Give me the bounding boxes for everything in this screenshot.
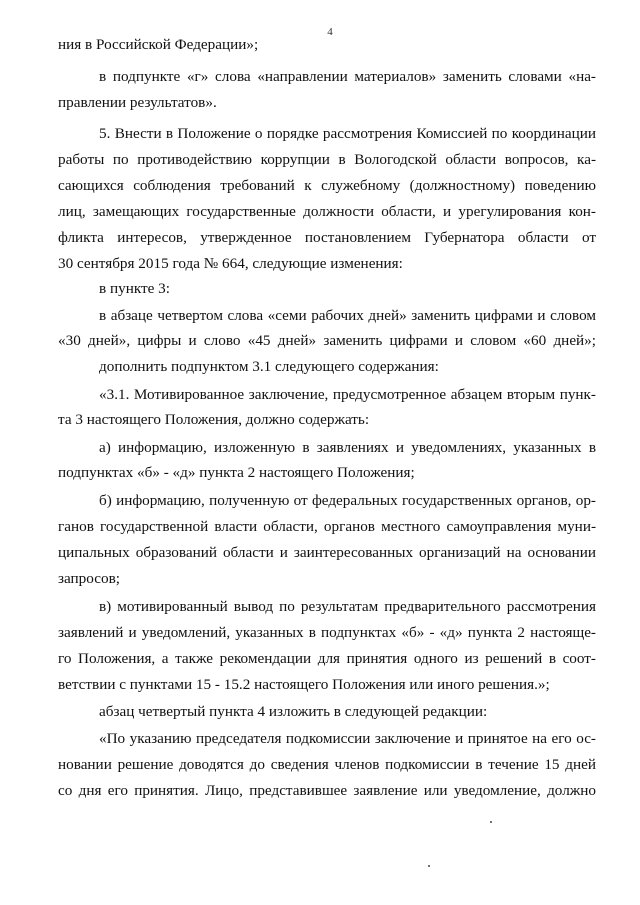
text-line: новании решение доводятся до сведения членов подкомиссии в течение 15 дней <box>58 756 596 773</box>
text-line: «3.1. Мотивированное заключение, предусмотренное абзацем вторым пунк- <box>99 386 596 403</box>
text-line: абзац четвертый пункта 4 изложить в следующей редакции: <box>99 703 488 720</box>
text-line: 5. Внести в Положение о порядке рассмотрения Комиссией по координации <box>99 125 596 142</box>
text-line: б) информацию, полученную от федеральных государственных органов, ор- <box>99 492 596 509</box>
text-line: дополнить подпунктом 3.1 следующего содержания: <box>99 358 439 375</box>
text-line: в подпункте «г» слова «направлении материалов» заменить словами «на- <box>99 68 596 85</box>
text-line: запросов; <box>58 570 120 587</box>
text-line: ганов государственной власти области, органов местного самоуправления муни- <box>58 518 596 535</box>
text-line: правлении результатов». <box>58 94 217 111</box>
text-line: ципальных образований области и заинтересованных организаций на основании <box>58 544 596 561</box>
text-line: лиц, замещающих государственные должности области, и урегулирования кон- <box>58 203 596 220</box>
text-line: «30 дней», цифры и слово «45 дней» заменить цифрами и словом «60 дней»; <box>58 332 596 349</box>
text-line: заявлений и уведомлений, указанных в подпунктах «б» - «д» пункта 2 настояще- <box>58 624 596 641</box>
text-line: в пункте 3: <box>99 280 170 297</box>
text-line: фликта интересов, утвержденное постановлением Губернатора области от <box>58 229 596 246</box>
text-line: ния в Российской Федерации»; <box>58 36 259 53</box>
text-line: подпунктах «б» - «д» пункта 2 настоящего Положения; <box>58 464 415 481</box>
text-line: работы по противодействию коррупции в Вологодской области вопросов, ка- <box>58 151 596 168</box>
text-line: а) информацию, изложенную в заявлениях и уведомлениях, указанных в <box>99 439 596 456</box>
scan-speck <box>490 821 492 823</box>
text-line: со дня его принятия. Лицо, представившее заявление или уведомление, должно <box>58 782 596 799</box>
text-line: ветствии с пунктами 15 - 15.2 настоящего Положения или иного решения.»; <box>58 676 550 693</box>
scan-speck <box>428 865 430 867</box>
text-line: го Положения, а также рекомендации для принятия одного из решений в соот- <box>58 650 596 667</box>
text-line: та 3 настоящего Положения, должно содержать: <box>58 411 370 428</box>
text-line: в) мотивированный вывод по результатам предварительного рассмотрения <box>99 598 596 615</box>
text-line: «По указанию председателя подкомиссии заключение и принятое на его ос- <box>99 730 596 747</box>
text-line: сающихся соблюдения требований к служебному (должностному) поведению <box>58 177 596 194</box>
text-line: 30 сентября 2015 года № 664, следующие изменения: <box>58 255 403 272</box>
page-number: 4 <box>327 26 333 38</box>
text-line: в абзаце четвертом слова «семи рабочих дней» заменить цифрами и словом <box>99 307 596 324</box>
